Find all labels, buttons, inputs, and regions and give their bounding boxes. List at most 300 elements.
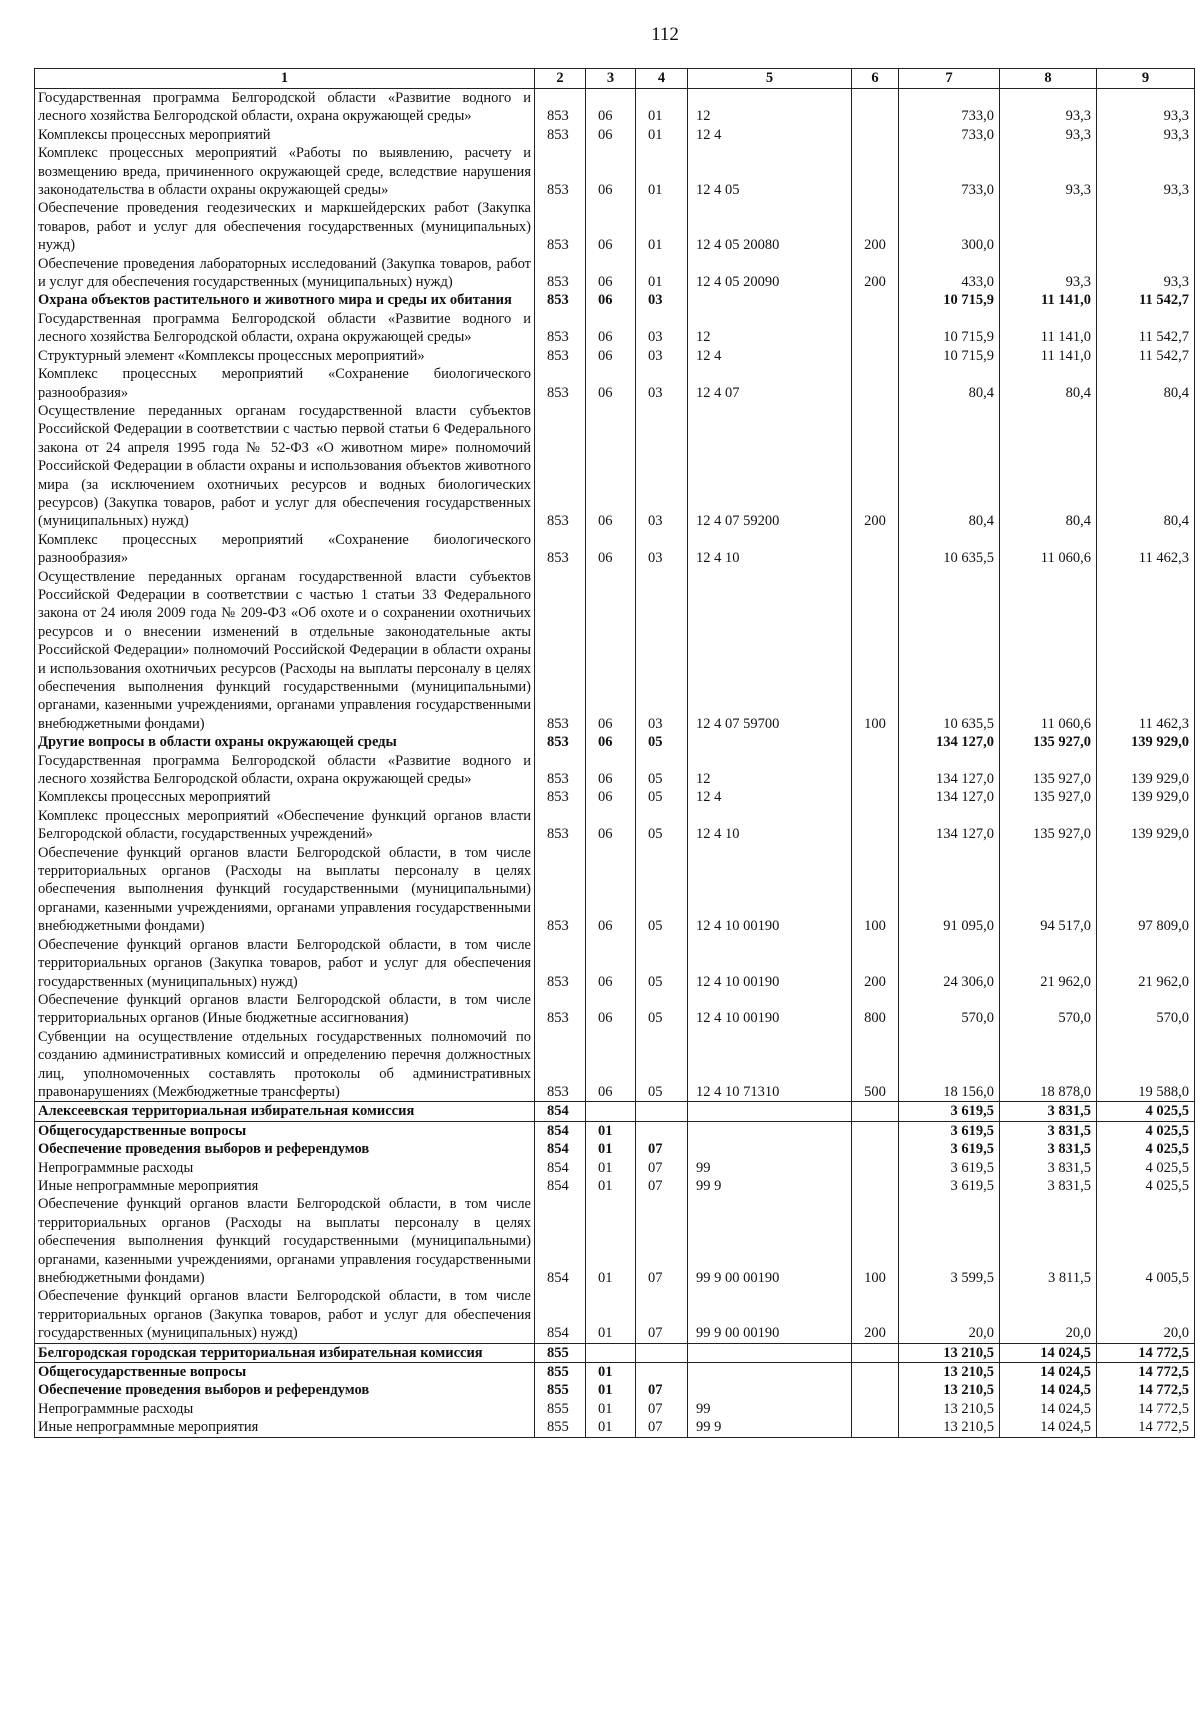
ministry-code-cell: 855	[535, 1418, 586, 1437]
expense-type-cell	[852, 347, 899, 365]
expense-name-cell: Обеспечение функций органов власти Белгородской области, в том числе территориальных органов (Расходы на выплаты персоналу в целях обеспечения выполнения функций государственными (муниципальными) органами, казенными учреждениями, органами управления государственными внебюджетными фондами)	[35, 844, 535, 936]
table-row	[35, 936, 1195, 991]
subsection-code-cell: 01	[636, 144, 688, 199]
section-code-cell: 06	[586, 291, 636, 309]
expense-name-cell: Обеспечение функций органов власти Белгородской области, в том числе территориальных органов (Закупка товаров, работ и услуг для обеспечения государственных (муниципальных) нужд)	[35, 936, 535, 991]
expense-type-cell	[852, 1343, 899, 1362]
expense-name-cell: Иные непрограммные мероприятия	[35, 1177, 535, 1195]
table-row	[35, 1287, 1195, 1343]
amount-year-3-cell: 80,4	[1097, 365, 1195, 402]
amount-year-2-cell: 14 024,5	[1000, 1363, 1097, 1382]
amount-year-3-cell: 93,3	[1097, 144, 1195, 199]
target-article-cell: 12 4 05	[688, 144, 852, 199]
amount-year-2-cell: 93,3	[1000, 89, 1097, 126]
expense-type-cell	[852, 291, 899, 309]
section-code-cell: 06	[586, 126, 636, 144]
target-article-cell: 12 4 10	[688, 531, 852, 568]
expense-type-cell	[852, 1121, 899, 1140]
amount-year-2-cell: 3 831,5	[1000, 1140, 1097, 1158]
amount-year-3-cell: 11 542,7	[1097, 347, 1195, 365]
ministry-code-cell: 853	[535, 144, 586, 199]
table-row	[35, 402, 1195, 531]
subsection-code-cell	[636, 1363, 688, 1382]
amount-year-3-cell: 139 929,0	[1097, 752, 1195, 789]
ministry-code-cell: 853	[535, 807, 586, 844]
subsection-code-cell: 05	[636, 807, 688, 844]
amount-year-1-cell: 3 619,5	[899, 1102, 1000, 1121]
subsection-code-cell: 07	[636, 1177, 688, 1195]
amount-year-2-cell: 11 141,0	[1000, 310, 1097, 347]
ministry-code-cell: 853	[535, 347, 586, 365]
table-row	[35, 1159, 1195, 1177]
amount-year-3-cell: 11 462,3	[1097, 531, 1195, 568]
expense-type-cell	[852, 310, 899, 347]
table-row	[35, 752, 1195, 789]
amount-year-3-cell: 14 772,5	[1097, 1343, 1195, 1362]
amount-year-2-cell: 14 024,5	[1000, 1343, 1097, 1362]
amount-year-2-cell: 80,4	[1000, 402, 1097, 531]
table-row	[35, 1102, 1195, 1121]
amount-year-2-cell: 3 811,5	[1000, 1195, 1097, 1287]
amount-year-1-cell: 3 619,5	[899, 1121, 1000, 1140]
expense-name-cell: Обеспечение проведения выборов и референдумов	[35, 1140, 535, 1158]
section-code-cell: 06	[586, 310, 636, 347]
section-code-cell	[586, 1343, 636, 1362]
target-article-cell: 12 4 07 59700	[688, 568, 852, 734]
expense-name-cell: Другие вопросы в области охраны окружающей среды	[35, 733, 535, 751]
ministry-code-cell: 855	[535, 1363, 586, 1382]
amount-year-2-cell: 11 141,0	[1000, 347, 1097, 365]
amount-year-3-cell: 4 025,5	[1097, 1140, 1195, 1158]
subsection-code-cell: 05	[636, 1028, 688, 1102]
section-code-cell: 06	[586, 936, 636, 991]
table-row	[35, 1028, 1195, 1102]
section-code-cell: 01	[586, 1381, 636, 1399]
target-article-cell	[688, 1363, 852, 1382]
section-code-cell: 06	[586, 199, 636, 254]
ministry-code-cell: 853	[535, 844, 586, 936]
column-header: 6	[852, 69, 899, 89]
amount-year-2-cell	[1000, 199, 1097, 254]
target-article-cell: 12 4 10	[688, 807, 852, 844]
target-article-cell	[688, 1343, 852, 1362]
subsection-code-cell: 03	[636, 310, 688, 347]
amount-year-1-cell: 134 127,0	[899, 807, 1000, 844]
subsection-code-cell: 07	[636, 1400, 688, 1418]
expense-type-cell: 200	[852, 936, 899, 991]
subsection-code-cell: 07	[636, 1381, 688, 1399]
section-code-cell: 06	[586, 788, 636, 806]
subsection-code-cell: 03	[636, 568, 688, 734]
amount-year-2-cell: 94 517,0	[1000, 844, 1097, 936]
subsection-code-cell	[636, 1121, 688, 1140]
ministry-code-cell: 854	[535, 1287, 586, 1343]
subsection-code-cell: 05	[636, 936, 688, 991]
column-header: 9	[1097, 69, 1195, 89]
expense-type-cell	[852, 733, 899, 751]
ministry-code-cell: 853	[535, 89, 586, 126]
section-code-cell: 01	[586, 1177, 636, 1195]
amount-year-1-cell: 134 127,0	[899, 788, 1000, 806]
section-code-cell: 01	[586, 1195, 636, 1287]
amount-year-3-cell: 93,3	[1097, 126, 1195, 144]
expense-name-cell: Алексеевская территориальная избирательная комиссия	[35, 1102, 535, 1121]
expense-name-cell: Комплекс процессных мероприятий «Обеспечение функций органов власти Белгородской области, государственных учреждений»	[35, 807, 535, 844]
amount-year-1-cell: 3 619,5	[899, 1159, 1000, 1177]
amount-year-2-cell: 135 927,0	[1000, 752, 1097, 789]
expense-name-cell: Осуществление переданных органам государственной власти субъектов Российской Федерации в соответствии с частью первой статьи 6 Федерального закона от 24 апреля 1995 года № 52-ФЗ «О животном мире» полномочий Российской Федерации в области охраны и использования объектов животного мира (за исключением охотничьих ресурсов и водных биологических ресурсов) (Закупка товаров, работ и услуг для обеспечения государственных (муниципальных) нужд)	[35, 402, 535, 531]
target-article-cell	[688, 733, 852, 751]
amount-year-1-cell: 733,0	[899, 126, 1000, 144]
column-header: 5	[688, 69, 852, 89]
budget-table	[34, 68, 1195, 1438]
amount-year-3-cell: 4 005,5	[1097, 1195, 1195, 1287]
column-header: 2	[535, 69, 586, 89]
table-row	[35, 1195, 1195, 1287]
amount-year-3-cell: 14 772,5	[1097, 1363, 1195, 1382]
target-article-cell: 12 4 07	[688, 365, 852, 402]
amount-year-3-cell: 93,3	[1097, 255, 1195, 292]
section-code-cell: 06	[586, 144, 636, 199]
target-article-cell: 12 4 10 00190	[688, 991, 852, 1028]
subsection-code-cell: 01	[636, 89, 688, 126]
section-code-cell: 06	[586, 531, 636, 568]
expense-type-cell	[852, 126, 899, 144]
amount-year-1-cell: 91 095,0	[899, 844, 1000, 936]
amount-year-1-cell: 18 156,0	[899, 1028, 1000, 1102]
table-row	[35, 291, 1195, 309]
expense-type-cell	[852, 1363, 899, 1382]
section-code-cell: 06	[586, 347, 636, 365]
expense-name-cell: Обеспечение проведения лабораторных исследований (Закупка товаров, работ и услуг для обеспечения государственных (муниципальных) нужд)	[35, 255, 535, 292]
expense-type-cell	[852, 807, 899, 844]
ministry-code-cell: 853	[535, 291, 586, 309]
table-row	[35, 1363, 1195, 1382]
amount-year-3-cell: 139 929,0	[1097, 733, 1195, 751]
expense-type-cell	[852, 1177, 899, 1195]
amount-year-2-cell: 135 927,0	[1000, 807, 1097, 844]
amount-year-1-cell: 80,4	[899, 365, 1000, 402]
expense-type-cell: 100	[852, 844, 899, 936]
expense-name-cell: Общегосударственные вопросы	[35, 1363, 535, 1382]
target-article-cell	[688, 291, 852, 309]
amount-year-2-cell: 3 831,5	[1000, 1159, 1097, 1177]
table-row	[35, 199, 1195, 254]
subsection-code-cell: 05	[636, 991, 688, 1028]
expense-type-cell: 100	[852, 568, 899, 734]
table-row	[35, 788, 1195, 806]
target-article-cell	[688, 1121, 852, 1140]
amount-year-1-cell: 3 619,5	[899, 1177, 1000, 1195]
amount-year-3-cell: 14 772,5	[1097, 1400, 1195, 1418]
page-number: 112	[651, 24, 679, 45]
column-header: 4	[636, 69, 688, 89]
expense-name-cell: Государственная программа Белгородской области «Развитие водного и лесного хозяйства Белгородской области, охрана окружающей среды»	[35, 752, 535, 789]
table-header-row	[35, 69, 1195, 89]
subsection-code-cell: 07	[636, 1195, 688, 1287]
amount-year-1-cell: 10 715,9	[899, 291, 1000, 309]
expense-type-cell	[852, 89, 899, 126]
table-row	[35, 1177, 1195, 1195]
ministry-code-cell: 853	[535, 255, 586, 292]
target-article-cell: 12 4 05 20090	[688, 255, 852, 292]
subsection-code-cell: 05	[636, 844, 688, 936]
table-row	[35, 733, 1195, 751]
section-code-cell: 06	[586, 255, 636, 292]
expense-name-cell: Комплексы процессных мероприятий	[35, 126, 535, 144]
amount-year-2-cell: 93,3	[1000, 126, 1097, 144]
subsection-code-cell: 05	[636, 752, 688, 789]
expense-name-cell: Обеспечение функций органов власти Белгородской области, в том числе территориальных органов (Закупка товаров, работ и услуг для обеспечения государственных (муниципальных) нужд)	[35, 1287, 535, 1343]
amount-year-1-cell: 733,0	[899, 144, 1000, 199]
amount-year-1-cell: 10 635,5	[899, 531, 1000, 568]
table-row	[35, 1400, 1195, 1418]
amount-year-1-cell: 3 599,5	[899, 1195, 1000, 1287]
table-row	[35, 144, 1195, 199]
subsection-code-cell: 03	[636, 291, 688, 309]
expense-type-cell: 800	[852, 991, 899, 1028]
table-row	[35, 1121, 1195, 1140]
amount-year-2-cell: 14 024,5	[1000, 1381, 1097, 1399]
expense-name-cell: Непрограммные расходы	[35, 1159, 535, 1177]
ministry-code-cell: 855	[535, 1381, 586, 1399]
amount-year-1-cell: 10 715,9	[899, 310, 1000, 347]
table-row	[35, 1418, 1195, 1437]
expense-type-cell: 200	[852, 255, 899, 292]
amount-year-2-cell: 3 831,5	[1000, 1102, 1097, 1121]
ministry-code-cell: 853	[535, 752, 586, 789]
ministry-code-cell: 855	[535, 1400, 586, 1418]
amount-year-1-cell: 13 210,5	[899, 1343, 1000, 1362]
section-code-cell: 06	[586, 752, 636, 789]
ministry-code-cell: 853	[535, 568, 586, 734]
table-row	[35, 991, 1195, 1028]
target-article-cell	[688, 1102, 852, 1121]
amount-year-3-cell: 11 542,7	[1097, 310, 1195, 347]
amount-year-1-cell: 13 210,5	[899, 1381, 1000, 1399]
amount-year-3-cell: 97 809,0	[1097, 844, 1195, 936]
expense-name-cell: Иные непрограммные мероприятия	[35, 1418, 535, 1437]
amount-year-3-cell: 11 542,7	[1097, 291, 1195, 309]
target-article-cell: 12	[688, 310, 852, 347]
amount-year-2-cell: 11 141,0	[1000, 291, 1097, 309]
expense-type-cell	[852, 144, 899, 199]
target-article-cell	[688, 1381, 852, 1399]
expense-type-cell: 200	[852, 199, 899, 254]
expense-name-cell: Непрограммные расходы	[35, 1400, 535, 1418]
target-article-cell: 12 4 10 00190	[688, 844, 852, 936]
expense-name-cell: Государственная программа Белгородской области «Развитие водного и лесного хозяйства Белгородской области, охрана окружающей среды»	[35, 89, 535, 126]
expense-name-cell: Государственная программа Белгородской области «Развитие водного и лесного хозяйства Белгородской области, охрана окружающей среды»	[35, 310, 535, 347]
amount-year-3-cell: 139 929,0	[1097, 788, 1195, 806]
table-row	[35, 255, 1195, 292]
table-row	[35, 531, 1195, 568]
expense-name-cell: Обеспечение проведения геодезических и маркшейдерских работ (Закупка товаров, работ и услуг для обеспечения государственных (муниципальных) нужд)	[35, 199, 535, 254]
amount-year-1-cell: 13 210,5	[899, 1418, 1000, 1437]
subsection-code-cell	[636, 1102, 688, 1121]
subsection-code-cell: 07	[636, 1140, 688, 1158]
section-code-cell: 06	[586, 991, 636, 1028]
amount-year-3-cell: 80,4	[1097, 402, 1195, 531]
target-article-cell: 12	[688, 89, 852, 126]
expense-type-cell: 200	[852, 402, 899, 531]
amount-year-1-cell: 570,0	[899, 991, 1000, 1028]
target-article-cell: 12 4 05 20080	[688, 199, 852, 254]
section-code-cell: 01	[586, 1159, 636, 1177]
subsection-code-cell: 03	[636, 347, 688, 365]
expense-type-cell: 500	[852, 1028, 899, 1102]
expense-name-cell: Обеспечение проведения выборов и референдумов	[35, 1381, 535, 1399]
table-row	[35, 844, 1195, 936]
amount-year-3-cell	[1097, 199, 1195, 254]
target-article-cell: 99 9 00 00190	[688, 1287, 852, 1343]
ministry-code-cell: 854	[535, 1102, 586, 1121]
amount-year-3-cell: 4 025,5	[1097, 1177, 1195, 1195]
section-code-cell: 01	[586, 1400, 636, 1418]
amount-year-3-cell: 4 025,5	[1097, 1102, 1195, 1121]
target-article-cell: 12 4	[688, 347, 852, 365]
amount-year-1-cell: 733,0	[899, 89, 1000, 126]
table-row	[35, 365, 1195, 402]
ministry-code-cell: 853	[535, 531, 586, 568]
table-row	[35, 89, 1195, 126]
expense-type-cell	[852, 1140, 899, 1158]
section-code-cell: 06	[586, 365, 636, 402]
ministry-code-cell: 853	[535, 365, 586, 402]
ministry-code-cell: 853	[535, 310, 586, 347]
table-row	[35, 1343, 1195, 1362]
amount-year-1-cell: 10 715,9	[899, 347, 1000, 365]
section-code-cell: 01	[586, 1121, 636, 1140]
target-article-cell: 12 4 07 59200	[688, 402, 852, 531]
subsection-code-cell	[636, 1343, 688, 1362]
table-row	[35, 1381, 1195, 1399]
expense-name-cell: Субвенции на осуществление отдельных государственных полномочий по созданию административных комиссий и определению перечня должностных лиц, уполномоченных составлять протоколы об административных правонарушениях (Межбюджетные трансферты)	[35, 1028, 535, 1102]
target-article-cell: 12 4	[688, 788, 852, 806]
ministry-code-cell: 854	[535, 1140, 586, 1158]
amount-year-1-cell: 134 127,0	[899, 733, 1000, 751]
amount-year-3-cell: 11 462,3	[1097, 568, 1195, 734]
expense-name-cell: Белгородская городская территориальная избирательная комиссия	[35, 1343, 535, 1362]
subsection-code-cell: 07	[636, 1159, 688, 1177]
subsection-code-cell: 03	[636, 402, 688, 531]
expense-type-cell: 100	[852, 1195, 899, 1287]
amount-year-3-cell: 19 588,0	[1097, 1028, 1195, 1102]
expense-name-cell: Комплекс процессных мероприятий «Работы по выявлению, расчету и возмещению вреда, причиненного окружающей среде, вследствие нарушения законодательства в области охраны окружающей среды»	[35, 144, 535, 199]
amount-year-2-cell: 93,3	[1000, 255, 1097, 292]
ministry-code-cell: 853	[535, 936, 586, 991]
subsection-code-cell: 07	[636, 1287, 688, 1343]
section-code-cell: 01	[586, 1418, 636, 1437]
expense-name-cell: Общегосударственные вопросы	[35, 1121, 535, 1140]
section-code-cell: 06	[586, 402, 636, 531]
column-header: 8	[1000, 69, 1097, 89]
amount-year-2-cell: 11 060,6	[1000, 568, 1097, 734]
amount-year-3-cell: 20,0	[1097, 1287, 1195, 1343]
target-article-cell: 99	[688, 1400, 852, 1418]
ministry-code-cell: 853	[535, 991, 586, 1028]
ministry-code-cell: 853	[535, 733, 586, 751]
subsection-code-cell: 01	[636, 199, 688, 254]
subsection-code-cell: 05	[636, 733, 688, 751]
ministry-code-cell: 853	[535, 199, 586, 254]
expense-name-cell: Обеспечение функций органов власти Белгородской области, в том числе территориальных органов (Расходы на выплаты персоналу в целях обеспечения выполнения функций государственными (муниципальными) органами, казенными учреждениями, органами управления государственными внебюджетными фондами)	[35, 1195, 535, 1287]
target-article-cell: 99	[688, 1159, 852, 1177]
ministry-code-cell: 854	[535, 1121, 586, 1140]
expense-type-cell	[852, 531, 899, 568]
amount-year-1-cell: 24 306,0	[899, 936, 1000, 991]
amount-year-1-cell: 134 127,0	[899, 752, 1000, 789]
amount-year-3-cell: 4 025,5	[1097, 1121, 1195, 1140]
expense-name-cell: Комплексы процессных мероприятий	[35, 788, 535, 806]
target-article-cell: 99 9	[688, 1177, 852, 1195]
amount-year-2-cell: 11 060,6	[1000, 531, 1097, 568]
expense-type-cell	[852, 752, 899, 789]
table-row	[35, 310, 1195, 347]
target-article-cell: 99 9	[688, 1418, 852, 1437]
section-code-cell: 06	[586, 568, 636, 734]
amount-year-2-cell: 135 927,0	[1000, 733, 1097, 751]
target-article-cell: 99 9 00 00190	[688, 1195, 852, 1287]
amount-year-1-cell: 20,0	[899, 1287, 1000, 1343]
expense-type-cell	[852, 1102, 899, 1121]
amount-year-2-cell: 80,4	[1000, 365, 1097, 402]
target-article-cell: 12 4	[688, 126, 852, 144]
section-code-cell: 06	[586, 733, 636, 751]
expense-name-cell: Комплекс процессных мероприятий «Сохранение биологического разнообразия»	[35, 365, 535, 402]
section-code-cell: 06	[586, 1028, 636, 1102]
table-row	[35, 1140, 1195, 1158]
target-article-cell: 12 4 10 00190	[688, 936, 852, 991]
ministry-code-cell: 853	[535, 1028, 586, 1102]
amount-year-3-cell: 21 962,0	[1097, 936, 1195, 991]
section-code-cell: 06	[586, 807, 636, 844]
column-header: 3	[586, 69, 636, 89]
amount-year-1-cell: 80,4	[899, 402, 1000, 531]
ministry-code-cell: 853	[535, 126, 586, 144]
subsection-code-cell: 05	[636, 788, 688, 806]
table-row	[35, 347, 1195, 365]
subsection-code-cell: 01	[636, 126, 688, 144]
ministry-code-cell: 853	[535, 788, 586, 806]
ministry-code-cell: 855	[535, 1343, 586, 1362]
amount-year-2-cell: 3 831,5	[1000, 1177, 1097, 1195]
section-code-cell: 01	[586, 1363, 636, 1382]
amount-year-2-cell: 93,3	[1000, 144, 1097, 199]
target-article-cell: 12	[688, 752, 852, 789]
amount-year-3-cell: 139 929,0	[1097, 807, 1195, 844]
amount-year-3-cell: 14 772,5	[1097, 1418, 1195, 1437]
section-code-cell	[586, 1102, 636, 1121]
ministry-code-cell: 854	[535, 1195, 586, 1287]
amount-year-1-cell: 300,0	[899, 199, 1000, 254]
subsection-code-cell: 03	[636, 531, 688, 568]
expense-type-cell	[852, 788, 899, 806]
section-code-cell: 01	[586, 1140, 636, 1158]
amount-year-1-cell: 10 635,5	[899, 568, 1000, 734]
expense-type-cell	[852, 1400, 899, 1418]
table-row	[35, 807, 1195, 844]
expense-type-cell	[852, 1159, 899, 1177]
target-article-cell: 12 4 10 71310	[688, 1028, 852, 1102]
section-code-cell: 06	[586, 844, 636, 936]
amount-year-1-cell: 13 210,5	[899, 1400, 1000, 1418]
expense-type-cell	[852, 1381, 899, 1399]
amount-year-2-cell: 18 878,0	[1000, 1028, 1097, 1102]
expense-type-cell	[852, 1418, 899, 1437]
expense-name-cell: Комплекс процессных мероприятий «Сохранение биологического разнообразия»	[35, 531, 535, 568]
expense-name-cell: Структурный элемент «Комплексы процессных мероприятий»	[35, 347, 535, 365]
